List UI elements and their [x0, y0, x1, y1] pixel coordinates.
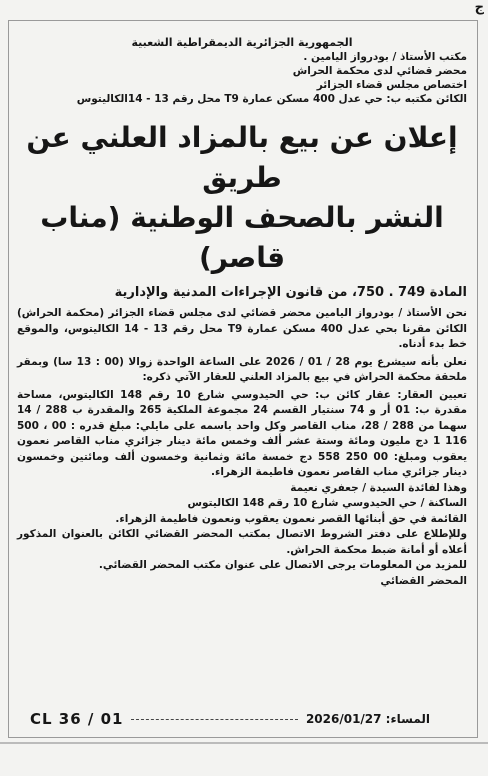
legal-notice — [8, 20, 478, 738]
conditions-paragraph: وللإطلاع على دفتر الشروط الاتصال بمكتب المحضر القضائي الكائن بالعنوان المذكور أعلاه أو أمانة ضبط محكمة الحراش. — [17, 528, 467, 556]
title-line-2: النشر بالصحف الوطنية (مناب قاصر) — [40, 201, 444, 274]
footer — [8, 708, 478, 730]
property-description: تعيين العقار: عقار كائن ب: حي الحيدوسي شارع 10 رقم 148 الكاليتوس، مساحة مقدرة ب: 01 أر و 74 سنتيار القسم 24 مجموعة الملكية 265 والمقدرة ب 288 / 14 سهما من 288 / 28، مناب القاصر وكل واحد باسمه على مايلي: مبلغ قدره : 00 ، 500 116 1 دج مليون ومائة وستة عشر ألف وخمس مائة دينار جزائري مناب القاصر نعمون يعقوب ومبلغ: 00 250 558 دج خمسة مائة وثمانية وخمسون ألف ومائتين وخمسون دينار جزائري مناب القاصر نعمون فاطيمة الزهراء. — [17, 388, 468, 478]
office-name: مكتب الأستاذ / بودرواز اليامين . — [303, 51, 467, 63]
guardianship: القائمة في حق أبنائها القصر نعمون يعقوب ونعمون فاطيمة الزهراء. — [115, 512, 467, 525]
office-address: الكائن مكتبه ب: حي عدل 400 مسكن عمارة T9 محل رقم 13 - 14الكاليتوس — [76, 93, 467, 105]
intro-paragraph: نحن الأستاذ / بودرواز اليامين محضر قضائي لدى مجلس قضاء الجزائر (محكمة الحراش) الكائن مقرنا بحي عدل 400 مسكن عمارة T9 محل رقم 13 - 14 الكاليتوس، والموقع خط بدء أدناه. — [17, 307, 468, 350]
footer-divider — [131, 719, 297, 720]
publication-date: المساء: 2026/01/27 — [305, 712, 430, 726]
bottom-rule — [0, 742, 488, 744]
notice-title — [17, 118, 467, 278]
title-line-1: إعلان عن بيع بالمزاد العلني عن طريق — [26, 121, 458, 194]
ad-code: CL 36 / 01 — [30, 710, 124, 728]
beneficiary: وهذا لفائدة السيدة / جعفري نعيمة — [290, 481, 467, 494]
sale-date-paragraph: نعلن بأنه سيشرع يوم 28 / 01 / 2026 على الساعة الواحدة زوالا (00 : 13 سا) وبمقر ملحقة محكمة الحراش في بيع بالمزاد العلني للعقار الآتي ذكره: — [17, 355, 467, 383]
bailiff-title: محضر قضائي لدى محكمة الحراش — [292, 65, 467, 77]
jurisdiction: اختصاص مجلس قضاء الجزائر — [316, 79, 467, 91]
legal-article: المادة 749 . 750، من قانون الإجراءات المدنية والإدارية — [114, 285, 467, 300]
republic-header: الجمهورية الجزائرية الديمقراطية الشعبية — [131, 36, 353, 49]
corner-mark: ج — [474, 0, 484, 15]
beneficiary-address: الساكنة / حي الحيدوسي شارع 10 رقم 148 الكاليتوس — [187, 497, 467, 509]
contact-paragraph: للمزيد من المعلومات يرجى الاتصال على عنوان مكتب المحضر القضائي. — [98, 559, 467, 571]
signature: المحضر القضائي — [380, 574, 467, 587]
